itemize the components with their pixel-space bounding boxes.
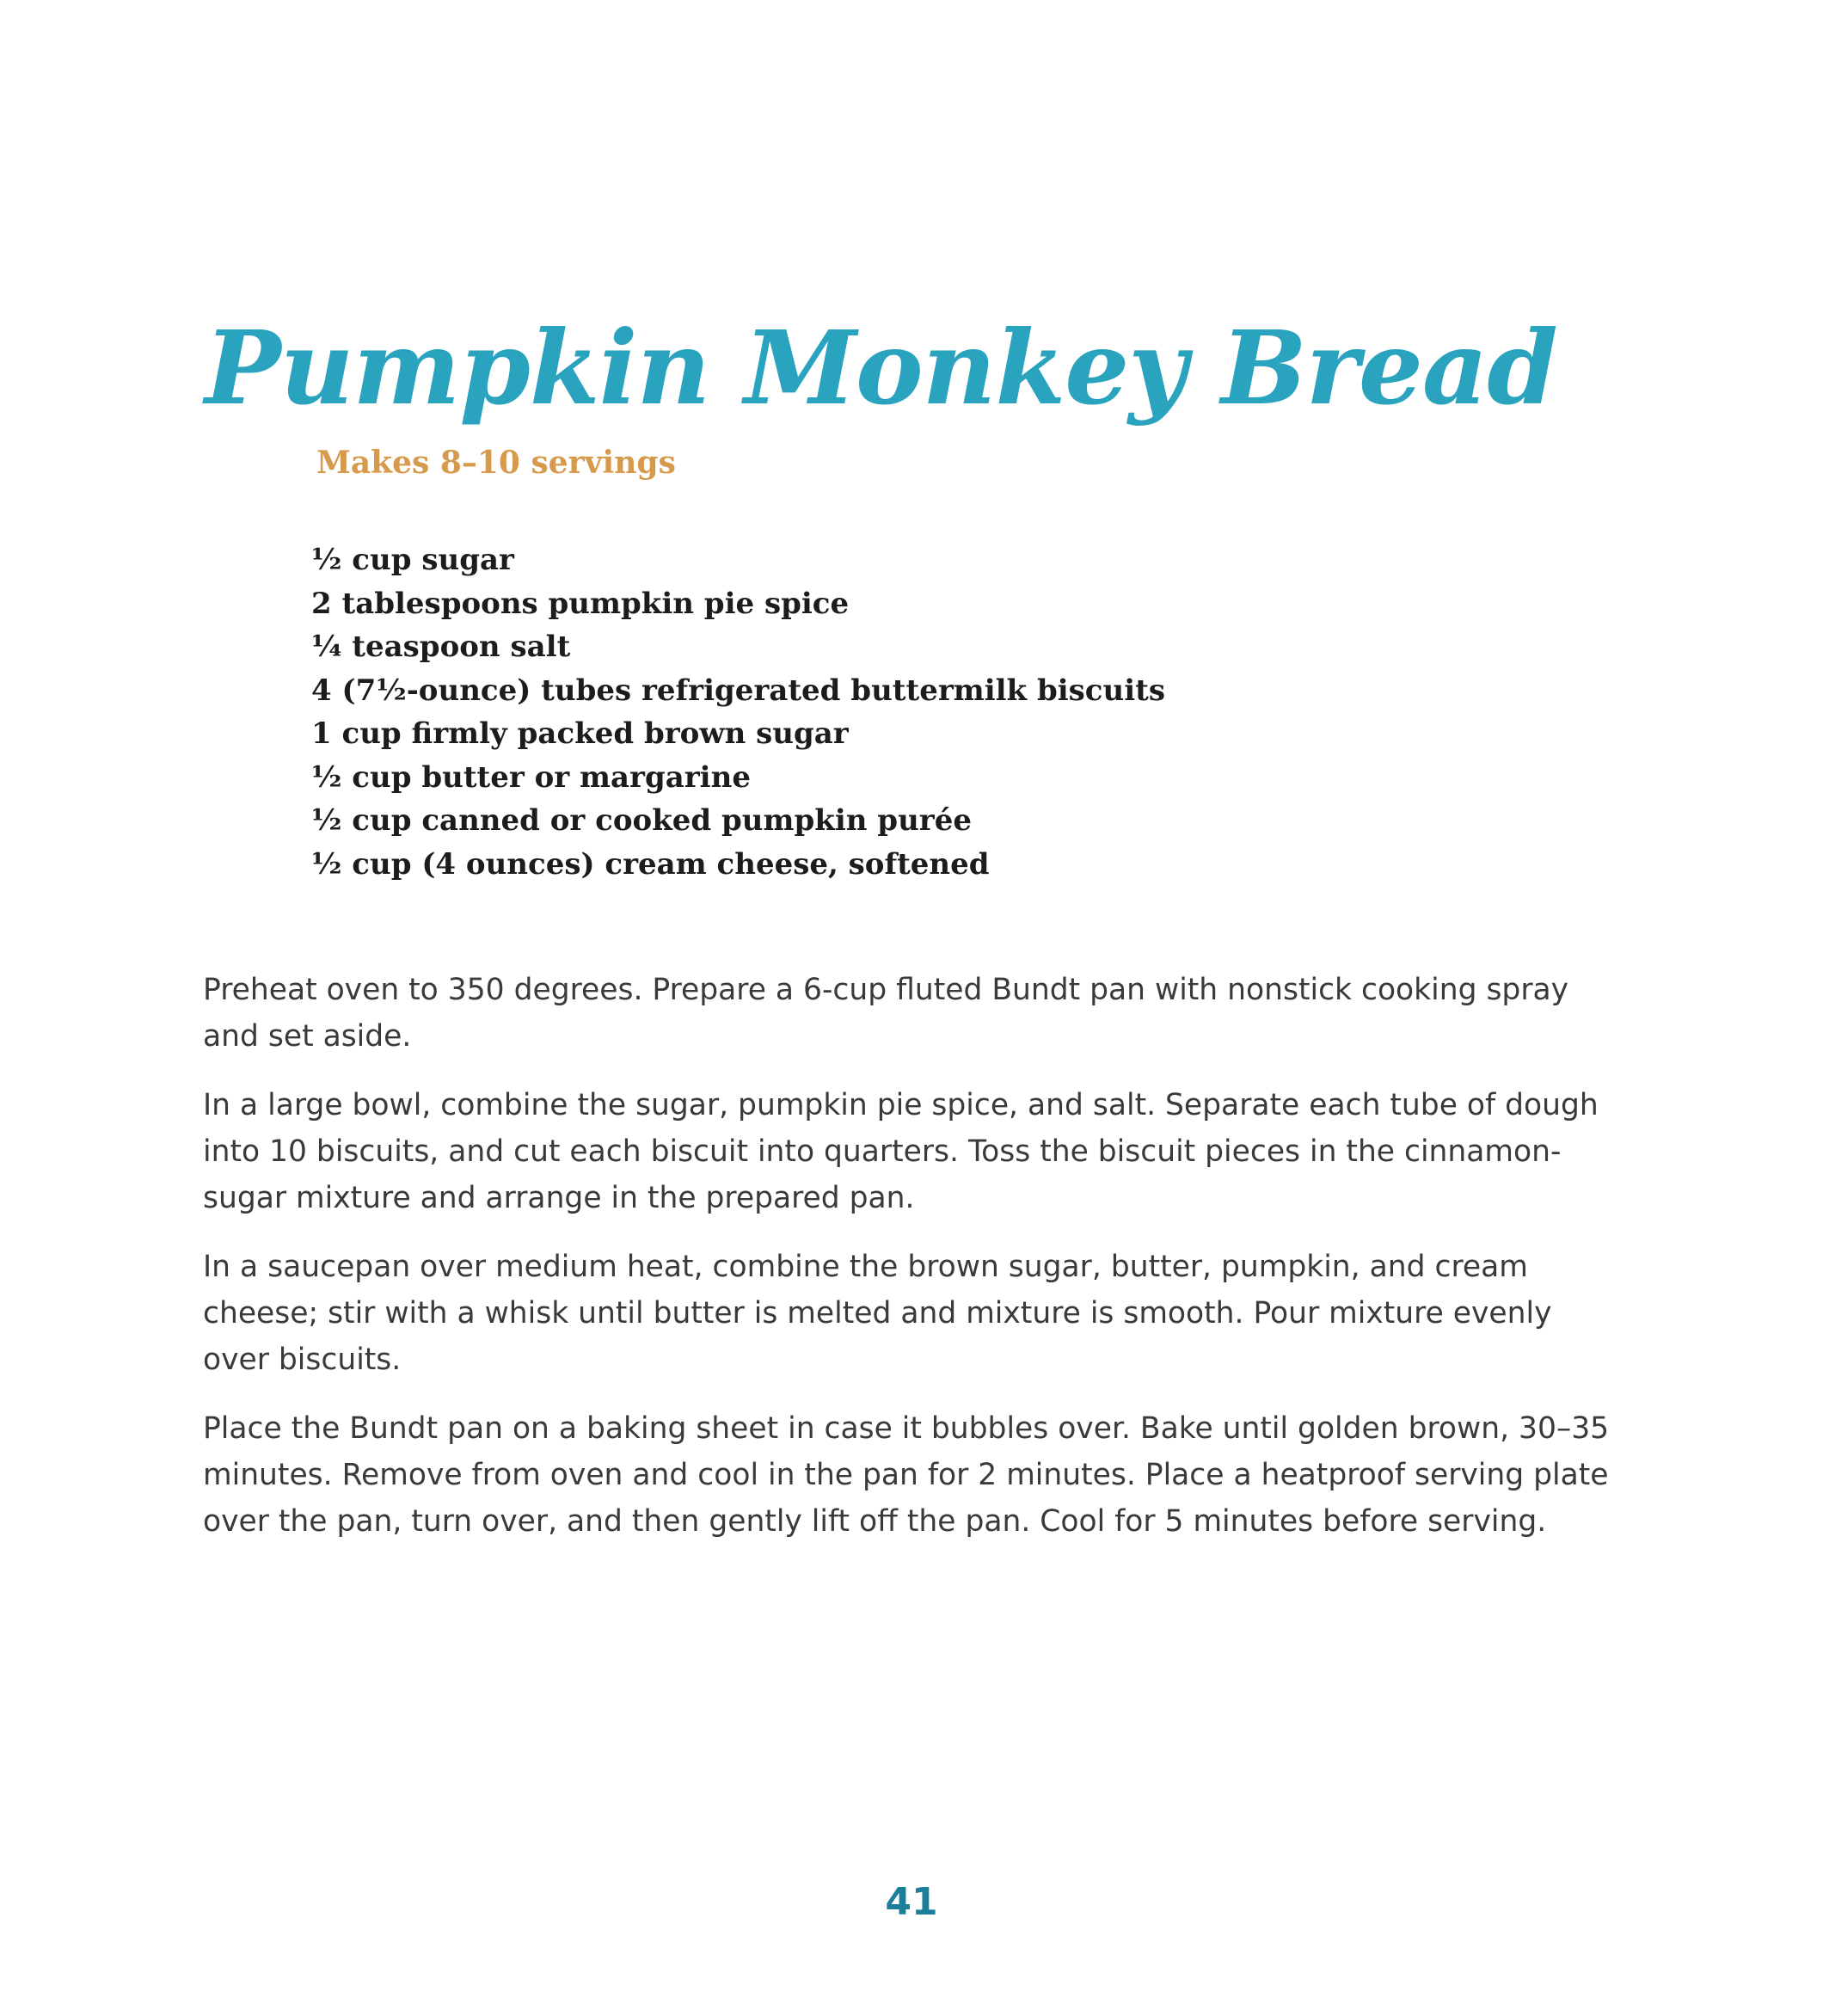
direction-paragraph: Place the Bundt pan on a baking sheet in case it bubbles over. Bake until golden brown, 30–35 minutes. Remove from oven and cool in the pan for 2 minutes. Place a heatproof serving plate over the pan, turn over, and then gently lift off the pan. Cool for 5 minutes before serving. bbox=[203, 1411, 1610, 1539]
ingredient-item: 1 cup firmly packed brown sugar bbox=[311, 716, 849, 751]
ingredient-list bbox=[311, 538, 1165, 886]
direction-paragraph: Preheat oven to 350 degrees. Prepare a 6-cup fluted Bundt pan with nonstick cooking spray and set aside. bbox=[203, 973, 1569, 1054]
ingredient-item: ½ cup (4 ounces) cream cheese, softened bbox=[311, 846, 990, 882]
ingredient-item: ½ cup sugar bbox=[311, 543, 514, 577]
servings-line: Makes 8–10 servings bbox=[316, 445, 676, 481]
directions-section bbox=[203, 967, 1613, 1567]
recipe-title: Pumpkin Monkey Bread bbox=[205, 308, 1557, 428]
ingredient-item: 4 (7½-ounce) tubes refrigerated buttermilk biscuits bbox=[311, 673, 1165, 708]
direction-paragraph: In a large bowl, combine the sugar, pumpkin pie spice, and salt. Separate each tube of dough into 10 biscuits, and cut each biscuit into quarters. Toss the biscuit pieces in the cinnamon-sugar mixture and arrange in the prepared pan. bbox=[203, 1088, 1599, 1215]
direction-paragraph: In a saucepan over medium heat, combine the brown sugar, butter, pumpkin, and cream cheese; stir with a whisk until butter is melted and mixture is smooth. Pour mixture evenly over biscuits. bbox=[203, 1250, 1552, 1377]
ingredient-item: ½ cup butter or margarine bbox=[311, 759, 751, 795]
page-number: 41 bbox=[885, 1880, 938, 1924]
ingredient-item: 2 tablespoons pumpkin pie spice bbox=[311, 586, 850, 621]
ingredient-item: ¼ teaspoon salt bbox=[311, 630, 571, 664]
ingredient-item: ½ cup canned or cooked pumpkin purée bbox=[311, 803, 972, 838]
